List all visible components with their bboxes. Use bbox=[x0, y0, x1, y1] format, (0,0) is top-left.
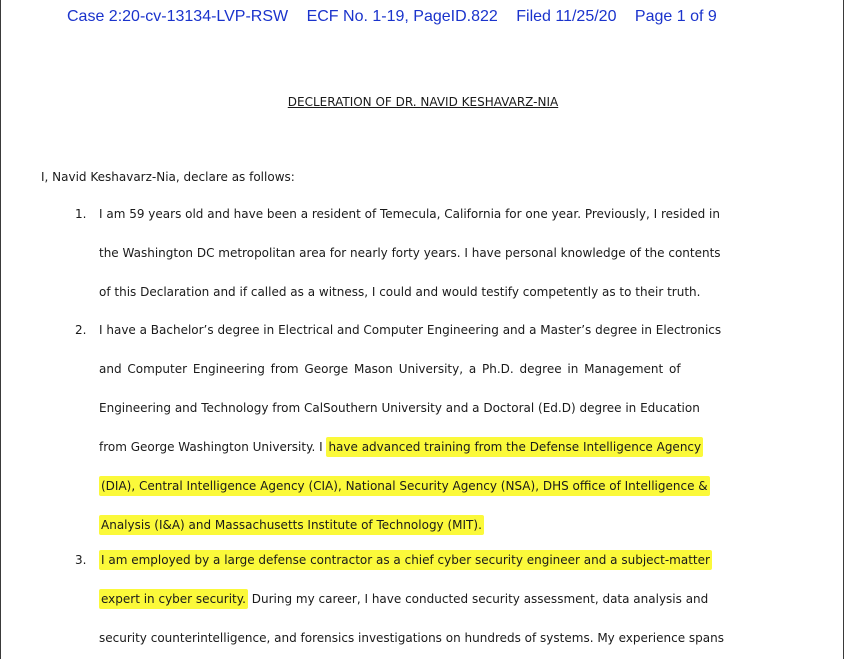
paragraph-line: I have a Bachelor’s degree in Electrical and Computer Engineering and a Master’s degree in Electronics bbox=[99, 323, 722, 337]
document-title: DECLERATION OF DR. NAVID KESHAVARZ-NIA bbox=[287, 95, 559, 109]
paragraph-line bbox=[99, 479, 710, 493]
paragraph-number: 1. bbox=[75, 207, 87, 221]
plain-text: from George Washington University. I bbox=[99, 440, 327, 454]
paragraph-line bbox=[99, 592, 708, 606]
highlighted-text: expert in cyber security. bbox=[99, 589, 248, 609]
highlighted-text: have advanced training from the Defense Intelligence Agency bbox=[326, 437, 703, 457]
highlighted-text: (DIA), Central Intelligence Agency (CIA), National Security Agency (NSA), DHS office of Intelligence & bbox=[99, 476, 710, 496]
paragraph-line: security counterintelligence, and forensics investigations on hundreds of systems. My experience spans bbox=[99, 631, 724, 645]
paragraph-line bbox=[99, 440, 703, 454]
paragraph-number: 2. bbox=[75, 323, 87, 337]
page-indicator: Page 1 of 9 bbox=[634, 8, 717, 25]
paragraph-line bbox=[99, 518, 484, 532]
filed-date: Filed 11/25/20 bbox=[516, 8, 617, 25]
paragraph-line bbox=[99, 553, 712, 567]
highlighted-text: I am employed by a large defense contractor as a chief cyber security engineer and a subject-matter bbox=[99, 550, 712, 570]
case-number: Case 2:20-cv-13134-LVP-RSW bbox=[67, 8, 289, 25]
intro-line: I, Navid Keshavarz-Nia, declare as follows: bbox=[41, 170, 295, 184]
paragraph-line: I am 59 years old and have been a resident of Temecula, California for one year. Previously, I resided in bbox=[99, 207, 720, 221]
paragraph-line: the Washington DC metropolitan area for nearly forty years. I have personal knowledge of the contents bbox=[99, 246, 721, 260]
court-filing-header bbox=[67, 8, 731, 26]
paragraph-line: and Computer Engineering from George Mason University, a Ph.D. degree in Management of bbox=[99, 362, 681, 376]
paragraph-line: of this Declaration and if called as a witness, I could and would testify competently as to their truth. bbox=[99, 285, 701, 299]
paragraph-number: 3. bbox=[75, 553, 87, 567]
ecf-number: ECF No. 1-19, PageID.822 bbox=[306, 8, 498, 25]
plain-text: During my career, I have conducted security assessment, data analysis and bbox=[247, 592, 709, 606]
paragraph-line: Engineering and Technology from CalSouthern University and a Doctoral (Ed.D) degree in Education bbox=[99, 401, 700, 415]
highlighted-text: Analysis (I&A) and Massachusetts Institute of Technology (MIT). bbox=[99, 515, 484, 535]
